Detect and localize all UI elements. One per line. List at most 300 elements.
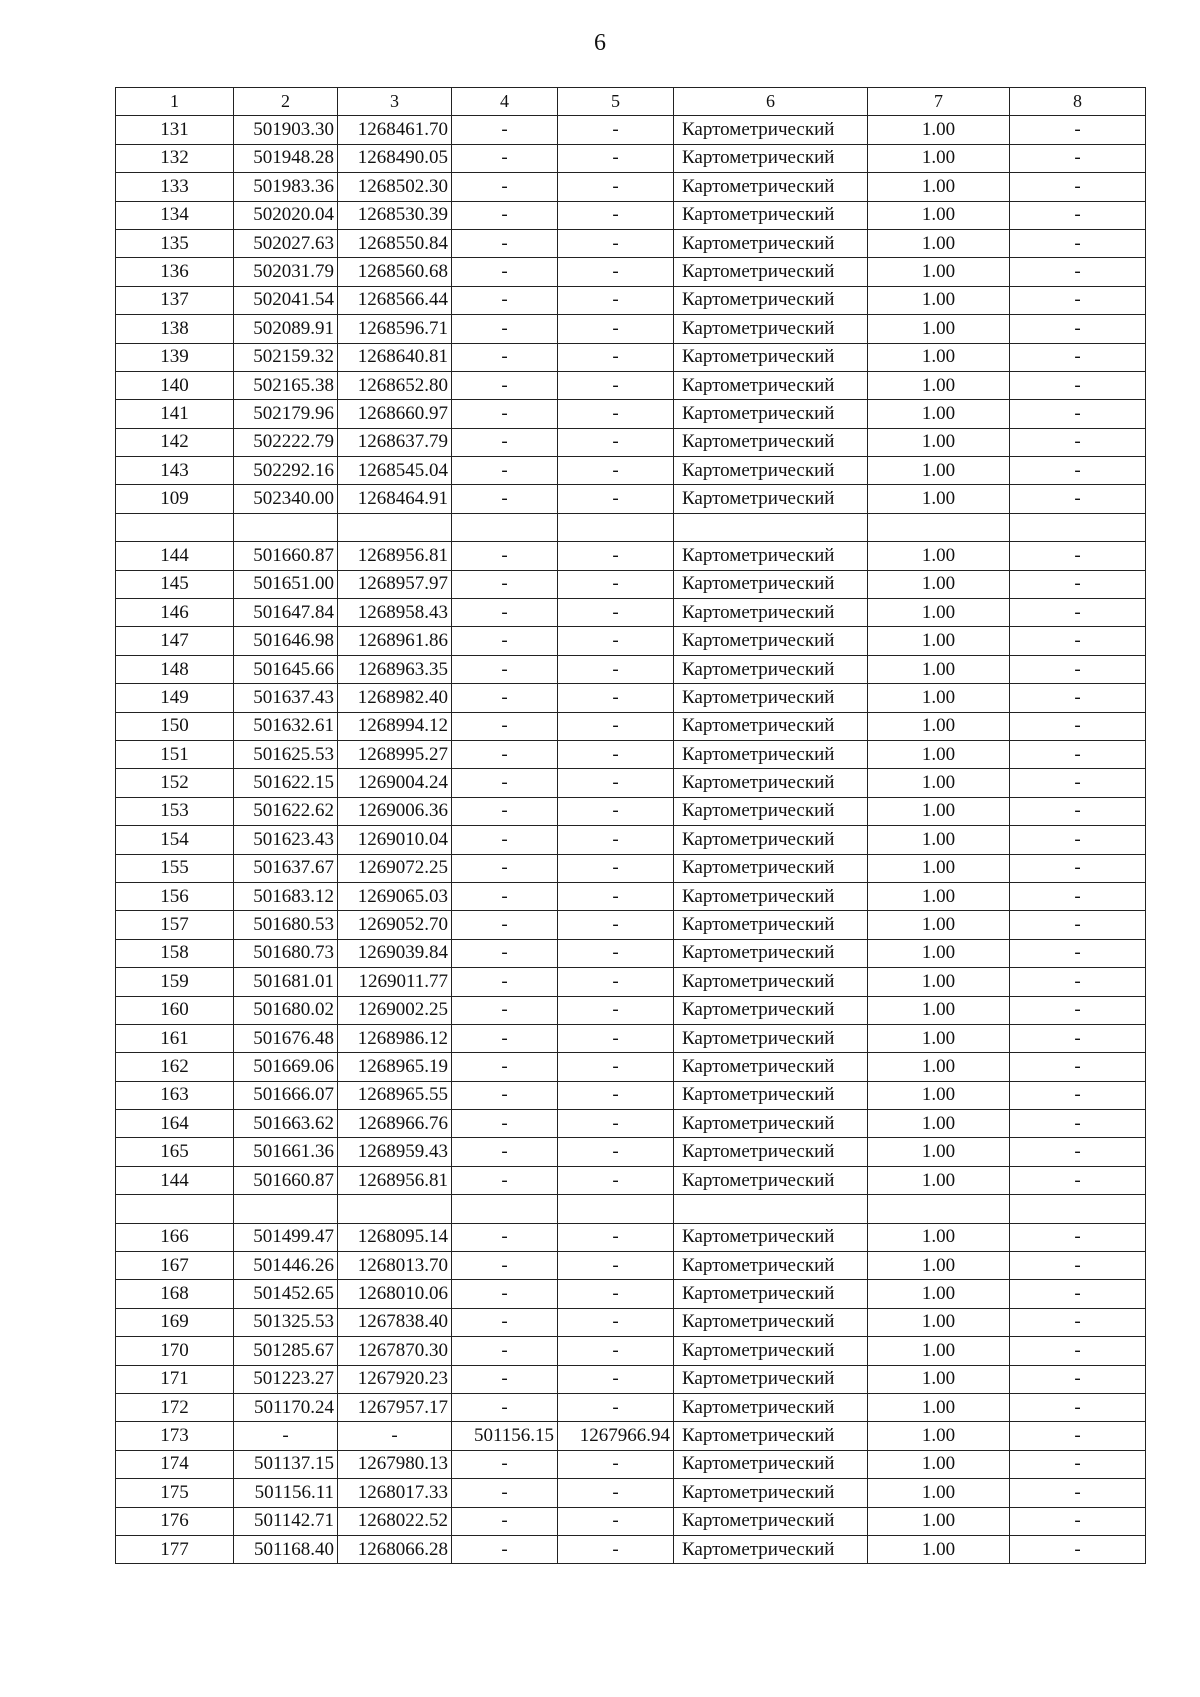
cell-accuracy: 1.00 (868, 826, 1010, 854)
cell-coord-y: 1268545.04 (338, 457, 452, 485)
cell-note: - (1010, 1053, 1146, 1081)
cell-coord-y: 1269052.70 (338, 911, 452, 939)
cell-point-number: 143 (116, 457, 234, 485)
empty-cell (1010, 1195, 1146, 1223)
cell-method: Картометрический (674, 1535, 868, 1563)
cell-coord-x-alt: - (452, 712, 558, 740)
cell-note: - (1010, 173, 1146, 201)
cell-coord-x: 501676.48 (234, 1024, 338, 1052)
table-row (116, 1053, 1146, 1081)
cell-point-number: 153 (116, 797, 234, 825)
cell-coord-y: 1269065.03 (338, 882, 452, 910)
cell-coord-y: 1268502.30 (338, 173, 452, 201)
cell-accuracy: 1.00 (868, 371, 1010, 399)
cell-accuracy: 1.00 (868, 1280, 1010, 1308)
cell-point-number: 166 (116, 1223, 234, 1251)
table-row (116, 1450, 1146, 1478)
cell-coord-x-alt: - (452, 258, 558, 286)
cell-coord-x: 502179.96 (234, 400, 338, 428)
cell-coord-x-alt: - (452, 371, 558, 399)
cell-note: - (1010, 116, 1146, 144)
table-row (116, 1110, 1146, 1138)
cell-note: - (1010, 1166, 1146, 1194)
cell-coord-y-alt: - (558, 343, 674, 371)
cell-method: Картометрический (674, 371, 868, 399)
cell-coord-x-alt: - (452, 797, 558, 825)
cell-coord-y: 1267920.23 (338, 1365, 452, 1393)
cell-note: - (1010, 1507, 1146, 1535)
cell-note: - (1010, 400, 1146, 428)
cell-coord-y-alt: 1267966.94 (558, 1422, 674, 1450)
cell-coord-y-alt: - (558, 229, 674, 257)
cell-note: - (1010, 712, 1146, 740)
cell-point-number: 149 (116, 684, 234, 712)
cell-method: Картометрический (674, 1252, 868, 1280)
cell-note: - (1010, 599, 1146, 627)
cell-coord-y: 1269072.25 (338, 854, 452, 882)
cell-point-number: 133 (116, 173, 234, 201)
cell-note: - (1010, 144, 1146, 172)
cell-accuracy: 1.00 (868, 258, 1010, 286)
cell-coord-y-alt: - (558, 882, 674, 910)
cell-accuracy: 1.00 (868, 740, 1010, 768)
cell-coord-y-alt: - (558, 428, 674, 456)
cell-accuracy: 1.00 (868, 854, 1010, 882)
cell-point-number: 136 (116, 258, 234, 286)
cell-coord-x: 501637.67 (234, 854, 338, 882)
empty-cell (234, 1195, 338, 1223)
cell-method: Картометрический (674, 712, 868, 740)
table-row (116, 627, 1146, 655)
cell-coord-x-alt: - (452, 1223, 558, 1251)
cell-method: Картометрический (674, 1507, 868, 1535)
cell-coord-x: 501170.24 (234, 1393, 338, 1421)
cell-coord-x-alt: - (452, 144, 558, 172)
cell-accuracy: 1.00 (868, 457, 1010, 485)
table-row (116, 1422, 1146, 1450)
cell-point-number: 174 (116, 1450, 234, 1478)
cell-coord-y-alt: - (558, 400, 674, 428)
table-row (116, 116, 1146, 144)
cell-accuracy: 1.00 (868, 684, 1010, 712)
cell-accuracy: 1.00 (868, 1479, 1010, 1507)
cell-point-number: 134 (116, 201, 234, 229)
cell-point-number: 150 (116, 712, 234, 740)
cell-accuracy: 1.00 (868, 1422, 1010, 1450)
cell-coord-y: 1268986.12 (338, 1024, 452, 1052)
cell-coord-y: 1268013.70 (338, 1252, 452, 1280)
cell-accuracy: 1.00 (868, 1053, 1010, 1081)
table-row (116, 315, 1146, 343)
cell-note: - (1010, 826, 1146, 854)
cell-coord-y-alt: - (558, 939, 674, 967)
cell-method: Картометрический (674, 343, 868, 371)
cell-accuracy: 1.00 (868, 542, 1010, 570)
cell-note: - (1010, 1138, 1146, 1166)
cell-coord-x-alt: - (452, 1138, 558, 1166)
cell-coord-y: 1268530.39 (338, 201, 452, 229)
cell-note: - (1010, 371, 1146, 399)
cell-coord-y-alt: - (558, 1252, 674, 1280)
cell-coord-x-alt: - (452, 882, 558, 910)
cell-note: - (1010, 428, 1146, 456)
table-row (116, 684, 1146, 712)
empty-cell (338, 1195, 452, 1223)
cell-point-number: 158 (116, 939, 234, 967)
cell-coord-y: 1268961.86 (338, 627, 452, 655)
table-row (116, 797, 1146, 825)
cell-accuracy: 1.00 (868, 428, 1010, 456)
cell-coord-y: 1268965.19 (338, 1053, 452, 1081)
cell-method: Картометрический (674, 1024, 868, 1052)
cell-coord-y-alt: - (558, 769, 674, 797)
cell-coord-y-alt: - (558, 684, 674, 712)
cell-note: - (1010, 570, 1146, 598)
cell-point-number: 155 (116, 854, 234, 882)
cell-point-number: 169 (116, 1308, 234, 1336)
cell-coord-y: 1268660.97 (338, 400, 452, 428)
cell-method: Картометрический (674, 655, 868, 683)
cell-coord-x: 502020.04 (234, 201, 338, 229)
table-row (116, 343, 1146, 371)
cell-note: - (1010, 1223, 1146, 1251)
cell-coord-y: 1269002.25 (338, 996, 452, 1024)
cell-coord-x-alt: - (452, 1450, 558, 1478)
cell-point-number: 138 (116, 315, 234, 343)
cell-coord-x: 502165.38 (234, 371, 338, 399)
cell-note: - (1010, 740, 1146, 768)
cell-point-number: 173 (116, 1422, 234, 1450)
table-row (116, 485, 1146, 513)
cell-coord-x-alt: - (452, 1308, 558, 1336)
cell-note: - (1010, 1024, 1146, 1052)
empty-cell (558, 513, 674, 541)
cell-coord-y: 1268464.91 (338, 485, 452, 513)
cell-note: - (1010, 1337, 1146, 1365)
cell-coord-y: 1268640.81 (338, 343, 452, 371)
cell-note: - (1010, 939, 1146, 967)
table-row (116, 996, 1146, 1024)
cell-point-number: 144 (116, 542, 234, 570)
cell-coord-x: 502159.32 (234, 343, 338, 371)
cell-coord-x: 502089.91 (234, 315, 338, 343)
table-row (116, 400, 1146, 428)
empty-cell (234, 513, 338, 541)
table-row (116, 286, 1146, 314)
cell-coord-y-alt: - (558, 968, 674, 996)
cell-note: - (1010, 229, 1146, 257)
table-row (116, 1138, 1146, 1166)
table-row (116, 712, 1146, 740)
cell-coord-x: 501661.36 (234, 1138, 338, 1166)
table-row (116, 655, 1146, 683)
cell-method: Картометрический (674, 684, 868, 712)
cell-coord-y-alt: - (558, 911, 674, 939)
cell-method: Картометрический (674, 1081, 868, 1109)
cell-coord-y: 1269010.04 (338, 826, 452, 854)
cell-coord-x-alt: - (452, 655, 558, 683)
cell-coord-y-alt: - (558, 740, 674, 768)
cell-coord-y-alt: - (558, 854, 674, 882)
cell-method: Картометрический (674, 485, 868, 513)
cell-accuracy: 1.00 (868, 1507, 1010, 1535)
cell-point-number: 164 (116, 1110, 234, 1138)
cell-method: Картометрический (674, 1280, 868, 1308)
cell-note: - (1010, 911, 1146, 939)
table-separator-row (116, 513, 1146, 541)
cell-coord-x-alt: - (452, 996, 558, 1024)
cell-accuracy: 1.00 (868, 1166, 1010, 1194)
cell-coord-x: 501285.67 (234, 1337, 338, 1365)
cell-coord-x-alt: - (452, 939, 558, 967)
cell-coord-x-alt: - (452, 570, 558, 598)
cell-coord-x-alt: - (452, 1507, 558, 1535)
table-row (116, 939, 1146, 967)
cell-method: Картометрический (674, 1223, 868, 1251)
cell-method: Картометрический (674, 740, 868, 768)
cell-coord-x: 501325.53 (234, 1308, 338, 1336)
cell-accuracy: 1.00 (868, 1450, 1010, 1478)
cell-point-number: 162 (116, 1053, 234, 1081)
cell-point-number: 175 (116, 1479, 234, 1507)
cell-note: - (1010, 485, 1146, 513)
cell-note: - (1010, 315, 1146, 343)
cell-coord-y: 1268965.55 (338, 1081, 452, 1109)
cell-accuracy: 1.00 (868, 1393, 1010, 1421)
cell-method: Картометрический (674, 428, 868, 456)
cell-point-number: 147 (116, 627, 234, 655)
cell-coord-x: 501666.07 (234, 1081, 338, 1109)
table-row (116, 1252, 1146, 1280)
cell-point-number: 160 (116, 996, 234, 1024)
cell-coord-y-alt: - (558, 1138, 674, 1166)
cell-coord-y-alt: - (558, 1110, 674, 1138)
cell-accuracy: 1.00 (868, 1081, 1010, 1109)
cell-accuracy: 1.00 (868, 144, 1010, 172)
cell-note: - (1010, 1535, 1146, 1563)
cell-coord-x-alt: - (452, 1479, 558, 1507)
cell-coord-x: 502222.79 (234, 428, 338, 456)
table-row (116, 229, 1146, 257)
cell-coord-y-alt: - (558, 1024, 674, 1052)
cell-accuracy: 1.00 (868, 343, 1010, 371)
cell-coord-x: 501446.26 (234, 1252, 338, 1280)
cell-coord-y: 1268994.12 (338, 712, 452, 740)
empty-cell (452, 513, 558, 541)
cell-note: - (1010, 1365, 1146, 1393)
cell-point-number: 132 (116, 144, 234, 172)
column-header: 2 (234, 88, 338, 116)
cell-coord-y-alt: - (558, 826, 674, 854)
cell-accuracy: 1.00 (868, 229, 1010, 257)
table-row (116, 854, 1146, 882)
empty-cell (868, 1195, 1010, 1223)
cell-coord-y: 1269011.77 (338, 968, 452, 996)
cell-coord-y-alt: - (558, 201, 674, 229)
cell-note: - (1010, 1422, 1146, 1450)
cell-method: Картометрический (674, 286, 868, 314)
cell-coord-y: 1268550.84 (338, 229, 452, 257)
empty-cell (1010, 513, 1146, 541)
cell-point-number: 135 (116, 229, 234, 257)
cell-coord-x-alt: - (452, 740, 558, 768)
cell-coord-x: 501647.84 (234, 599, 338, 627)
column-header: 7 (868, 88, 1010, 116)
cell-coord-y-alt: - (558, 1365, 674, 1393)
cell-point-number: 152 (116, 769, 234, 797)
cell-method: Картометрический (674, 258, 868, 286)
cell-point-number: 139 (116, 343, 234, 371)
cell-coord-x: 501499.47 (234, 1223, 338, 1251)
cell-coord-y-alt: - (558, 116, 674, 144)
cell-accuracy: 1.00 (868, 769, 1010, 797)
cell-accuracy: 1.00 (868, 1365, 1010, 1393)
cell-note: - (1010, 882, 1146, 910)
cell-point-number: 163 (116, 1081, 234, 1109)
cell-accuracy: 1.00 (868, 1024, 1010, 1052)
cell-note: - (1010, 854, 1146, 882)
cell-point-number: 176 (116, 1507, 234, 1535)
cell-note: - (1010, 1110, 1146, 1138)
cell-method: Картометрический (674, 229, 868, 257)
table-row (116, 1166, 1146, 1194)
table-separator-row (116, 1195, 1146, 1223)
cell-coord-x: 501680.53 (234, 911, 338, 939)
cell-point-number: 151 (116, 740, 234, 768)
cell-coord-y-alt: - (558, 1308, 674, 1336)
column-header: 6 (674, 88, 868, 116)
cell-coord-x: 502031.79 (234, 258, 338, 286)
cell-method: Картометрический (674, 939, 868, 967)
cell-accuracy: 1.00 (868, 1535, 1010, 1563)
cell-accuracy: 1.00 (868, 939, 1010, 967)
empty-cell (558, 1195, 674, 1223)
cell-coord-y-alt: - (558, 542, 674, 570)
cell-coord-y-alt: - (558, 627, 674, 655)
cell-point-number: 131 (116, 116, 234, 144)
cell-coord-x: 501632.61 (234, 712, 338, 740)
cell-point-number: 142 (116, 428, 234, 456)
table-row (116, 826, 1146, 854)
cell-coord-y-alt: - (558, 1280, 674, 1308)
cell-coord-y-alt: - (558, 712, 674, 740)
cell-coord-y-alt: - (558, 1081, 674, 1109)
cell-method: Картометрический (674, 400, 868, 428)
cell-coord-y: 1268596.71 (338, 315, 452, 343)
empty-cell (674, 513, 868, 541)
cell-point-number: 170 (116, 1337, 234, 1365)
cell-accuracy: 1.00 (868, 911, 1010, 939)
cell-coord-x: 501637.43 (234, 684, 338, 712)
cell-method: Картометрический (674, 769, 868, 797)
cell-coord-y: 1268995.27 (338, 740, 452, 768)
cell-accuracy: 1.00 (868, 968, 1010, 996)
cell-note: - (1010, 1393, 1146, 1421)
cell-coord-y-alt: - (558, 996, 674, 1024)
cell-coord-x: 501156.11 (234, 1479, 338, 1507)
cell-coord-x-alt: - (452, 1337, 558, 1365)
cell-coord-x-alt: - (452, 1365, 558, 1393)
cell-coord-x: 501622.15 (234, 769, 338, 797)
cell-accuracy: 1.00 (868, 570, 1010, 598)
cell-coord-y: 1268490.05 (338, 144, 452, 172)
cell-coord-x-alt: - (452, 599, 558, 627)
cell-point-number: 168 (116, 1280, 234, 1308)
cell-method: Картометрический (674, 1479, 868, 1507)
cell-coord-x-alt: - (452, 1393, 558, 1421)
cell-note: - (1010, 968, 1146, 996)
cell-coord-y-alt: - (558, 485, 674, 513)
cell-accuracy: 1.00 (868, 627, 1010, 655)
cell-accuracy: 1.00 (868, 1337, 1010, 1365)
cell-note: - (1010, 1280, 1146, 1308)
table-row (116, 882, 1146, 910)
cell-accuracy: 1.00 (868, 996, 1010, 1024)
table-row (116, 570, 1146, 598)
table-row (116, 911, 1146, 939)
cell-accuracy: 1.00 (868, 286, 1010, 314)
cell-coord-y-alt: - (558, 1393, 674, 1421)
cell-coord-y-alt: - (558, 1450, 674, 1478)
table-row (116, 542, 1146, 570)
column-header: 4 (452, 88, 558, 116)
cell-coord-x: 501622.62 (234, 797, 338, 825)
table-body (116, 116, 1146, 1564)
cell-coord-y: 1268095.14 (338, 1223, 452, 1251)
cell-note: - (1010, 343, 1146, 371)
column-header: 3 (338, 88, 452, 116)
cell-note: - (1010, 286, 1146, 314)
cell-method: Картометрический (674, 173, 868, 201)
cell-coord-x: 501683.12 (234, 882, 338, 910)
cell-point-number: 167 (116, 1252, 234, 1280)
cell-method: Картометрический (674, 201, 868, 229)
table-header-row (116, 88, 1146, 116)
table-row (116, 201, 1146, 229)
cell-coord-x: 501669.06 (234, 1053, 338, 1081)
cell-coord-x: 501903.30 (234, 116, 338, 144)
table-row (116, 258, 1146, 286)
cell-note: - (1010, 258, 1146, 286)
cell-coord-x-alt: - (452, 968, 558, 996)
cell-coord-y: 1268017.33 (338, 1479, 452, 1507)
cell-coord-x-alt: - (452, 1166, 558, 1194)
table-row (116, 1507, 1146, 1535)
cell-point-number: 171 (116, 1365, 234, 1393)
cell-accuracy: 1.00 (868, 1252, 1010, 1280)
cell-note: - (1010, 684, 1146, 712)
cell-coord-y-alt: - (558, 144, 674, 172)
cell-point-number: 159 (116, 968, 234, 996)
cell-point-number: 145 (116, 570, 234, 598)
cell-coord-x-alt: - (452, 1053, 558, 1081)
cell-coord-x-alt: - (452, 428, 558, 456)
cell-coord-y-alt: - (558, 371, 674, 399)
cell-point-number: 140 (116, 371, 234, 399)
empty-cell (674, 1195, 868, 1223)
table-row (116, 1024, 1146, 1052)
cell-accuracy: 1.00 (868, 1138, 1010, 1166)
cell-coord-y-alt: - (558, 1535, 674, 1563)
cell-point-number: 172 (116, 1393, 234, 1421)
cell-method: Картометрический (674, 1138, 868, 1166)
cell-method: Картометрический (674, 1365, 868, 1393)
cell-note: - (1010, 1450, 1146, 1478)
cell-accuracy: 1.00 (868, 1308, 1010, 1336)
cell-coord-y-alt: - (558, 655, 674, 683)
cell-coord-x-alt: - (452, 627, 558, 655)
cell-coord-x: 502292.16 (234, 457, 338, 485)
